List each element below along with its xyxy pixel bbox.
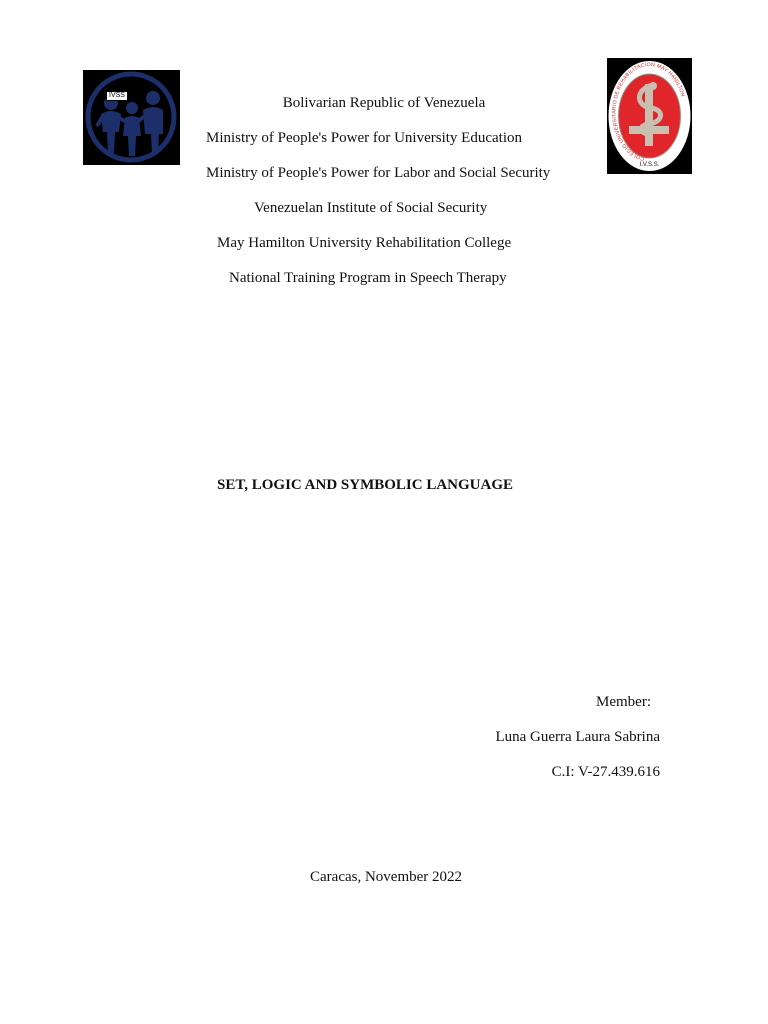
ivss-tag: IVSS [106,91,128,101]
member-id: C.I: V-27.439.616 [551,764,660,780]
member-label: Member: [596,694,651,710]
header-line-republic: Bolivarian Republic of Venezuela [282,95,486,111]
header-line-college: May Hamilton University Rehabilitation College [217,235,512,251]
header-line-ministry-education: Ministry of People's Power for University Education [206,130,522,146]
seal-icon [607,58,692,174]
header-line-program: National Training Program in Speech Therapy [229,270,507,286]
family-icon [83,70,180,165]
place-date: Caracas, November 2022 [310,869,463,885]
header-line-institute: Venezuelan Institute of Social Security [254,200,488,216]
seal-ring-text: COLEGIO UNIVERSITARIO DE REHABILITACION MAY HAMILTON [611,61,686,162]
seal-bottom-text: I.V.S.S. [639,162,660,168]
header-line-ministry-labor: Ministry of People's Power for Labor and Social Security [206,165,551,181]
document-title: SET, LOGIC AND SYMBOLIC LANGUAGE [217,477,514,493]
ivss-logo [83,70,180,165]
member-name: Luna Guerra Laura Sabrina [495,729,660,745]
college-seal [607,58,692,174]
